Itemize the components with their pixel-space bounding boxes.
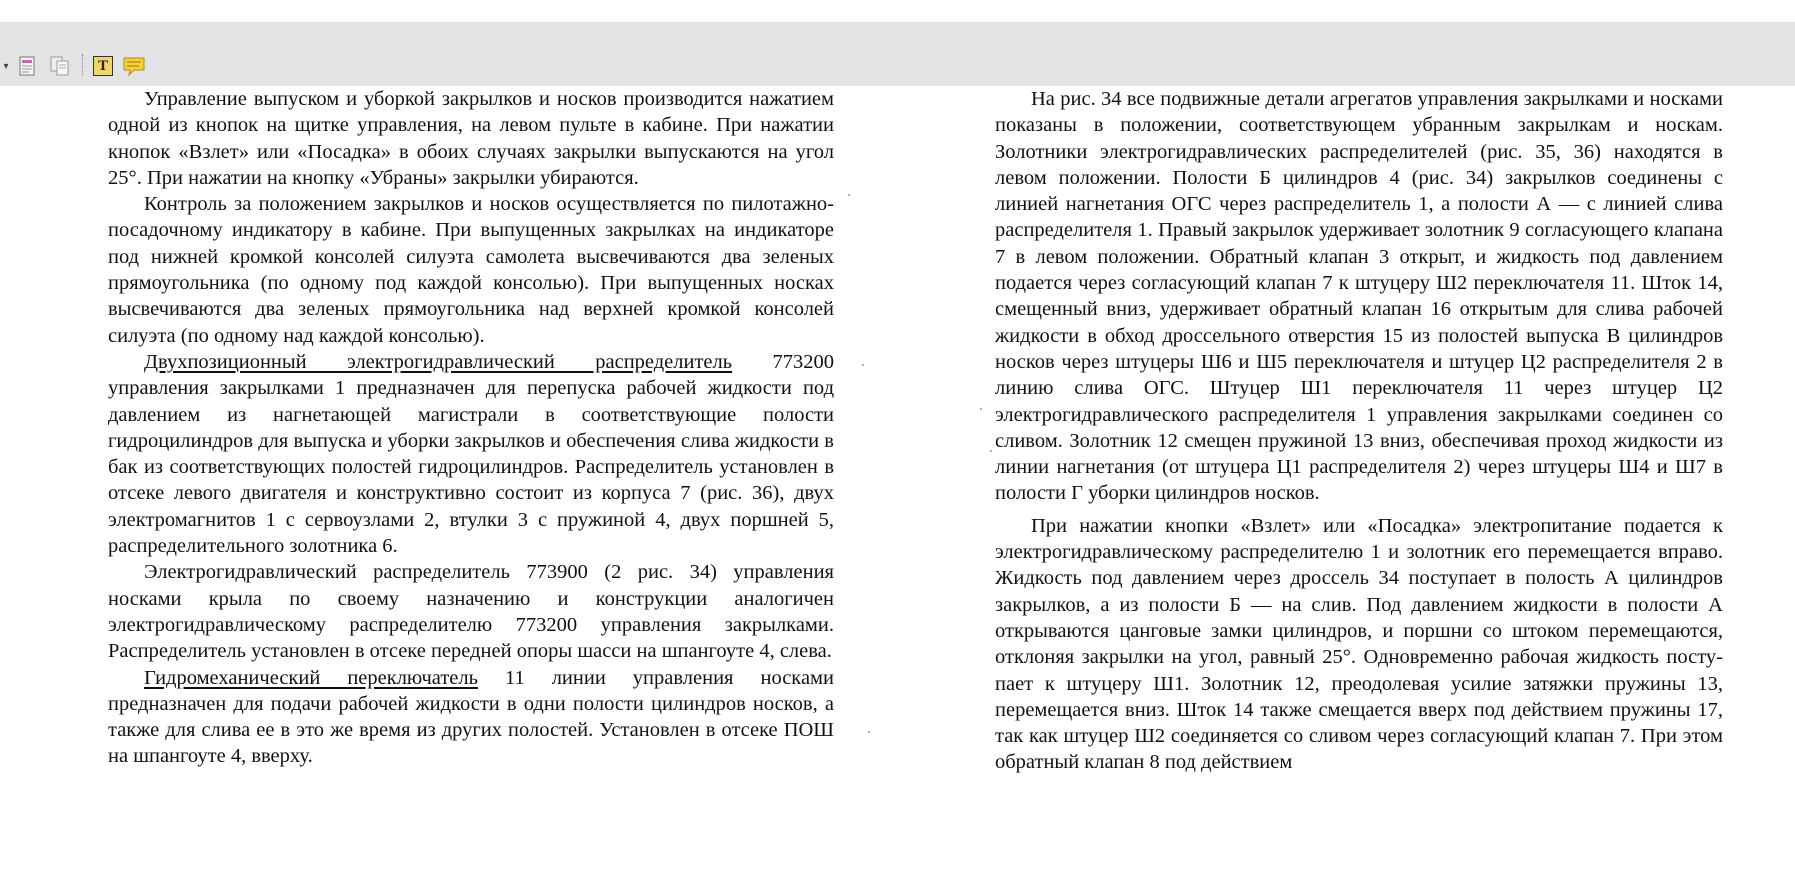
pages-icon-glyph	[49, 55, 71, 77]
paragraph	[108, 349, 834, 559]
text-tool-glyph: T	[93, 56, 113, 76]
scan-speck	[848, 194, 850, 196]
dropdown-arrow-icon[interactable]: ▾	[3, 60, 9, 72]
document-page	[0, 86, 1795, 883]
document-icon-glyph	[17, 55, 39, 77]
toolbar	[0, 22, 1795, 86]
scan-speck	[868, 731, 870, 733]
paragraph: Управление выпуском и уборкой закрылков и носков производится нажатием одной из кнопок на щитке управления, на левом пульте в кабине. При нажатии кнопок «Взлет» или «Посадка» в обоих случаях закрылки выпускаются на угол 25°. При нажатии на кнопку «Убраны» закрылки убираются.	[108, 88, 834, 189]
right-column	[995, 86, 1723, 776]
scan-speck	[990, 450, 992, 452]
paragraph: Электрогидравлический распределитель 773900 (2 рис. 34) управления носками крыла по своему назначению и конструкции аналогичен электрогидравлическому распределителю 773200 управления закрылками. Распределитель установлен в отсеке передней опоры шасси на шпангоуте 4, слева.	[108, 561, 834, 663]
paragraph: На рис. 34 все подвижные детали агрегатов управления закрылками и носками показаны в положении, соответствующем убранным закрылкам и носкам. Золотники электрогидравлических распределителей (рис. 35, 36) находятся в левом положении. Полости Б цилиндров 4 (рис. 34) закрылков соединены с линией нагнетания ОГС через распределитель 1, а полости А — с линией слива распределителя 1. Правый закрылок удерживает золотник 9 согласующего клапана 7 в левом положении. Обратный клапан 3 открыт, и жидкость под давлением подается через согласующий клапан 7 к штуцеру Ш2 переключателя 11. Шток 14, смещенный вниз, удерживает обратный клапан 16 открытым для слива рабочей жидкости в обход дроссельного отверстия 15 из полостей выпуска В цилиндров носков через штуцеры Ш6 и Ш5 переключателя и штуцер Ц2 распределителя 2 в линию слива ОГС. Штуцер Ш1 переключателя 11 через штуцер Ц2 электрогидравлического распределителя 1 управления закрылками соединен со сливом. Золотник 12 смещен пружиной 13 вниз, обеспечивая проход жидкости из линии нагнетания (от штуцера Ц1 распределителя 2) через штуцеры Ш4 и Ш7 в полости Г уборки цилиндров носков.	[995, 88, 1723, 505]
pages-icon[interactable]	[46, 52, 74, 80]
scan-speck	[980, 408, 982, 410]
text-tool-icon[interactable]	[89, 52, 117, 80]
window-top-strip	[0, 0, 1795, 22]
underlined-term: Двухпозиционный электрогидравлический распределитель	[144, 350, 733, 373]
document-icon[interactable]	[14, 52, 42, 80]
paragraph-text: 773200 управления закрылками 1 предназначен для перепуска рабочей жидкости под давлением из нагнетающей магистрали в соответствующие полости гидроцилиндров для выпуска и уборки закрылков и обеспечения слива жидкости в бак из соответствующих полостей гидроцилиндров. Распределитель установлен в отсеке левого двигателя и конструктивно состоит из корпуса 7 (рис. 36), двух электромагнитов 1 с сервоузлами 2, втулки 3 с пружиной 4, двух поршней 5, распределительного золотника 6.	[108, 350, 834, 558]
comment-icon-glyph	[122, 55, 146, 77]
underlined-term: Гидромеханический переключатель	[144, 666, 478, 689]
paragraph-text: 11 линии управления носками предназначен для подачи рабочей жидкости в одни полости цилиндров носков, а также для слива ее в это же время из других полостей. Установлен в отсеке ПОШ на шпангоуте 4, вверху.	[108, 666, 834, 768]
left-column	[108, 86, 834, 770]
toolbar-separator	[82, 54, 84, 76]
paragraph: Контроль за положением закрылков и носков осуществляется по пилотажно-посадочному индикатору в кабине. При выпущенных закрылках на индикаторе под нижней кромкой консолей силуэта самолета высвечиваются два зеленых прямоугольника (по одному под каждой консолью). При выпущенных носках высвечиваются два зеленых прямоугольника над верхней кромкой консолей силуэта (по одному над каждой консолью).	[108, 193, 834, 347]
comment-icon[interactable]	[120, 52, 148, 80]
paragraph	[108, 665, 834, 770]
paragraph: При нажатии кнопки «Взлет» или «Посадка» электропитание подается к электрогидравлическому распределителю 1 и золотник его перемещается вправо. Жидкость под давлением через дроссель 34 поступает в полость А цилиндров закрылков, а из полости Б — на слив. Под давлением жидкости в полости А открываются цанговые замки цилиндров, и поршни со штоком перемещаются, отклоняя закрылки на угол, равный 25°. Одновременно рабочая жидкость поступает к штуцеру Ш1. Золотник 12, преодолевая усилие затяжки пружины 13, перемещается вниз. Шток 14 также смещается вверх под действием пружины 17, так как штуцер Ш2 соединяется со сливом через согласующий клапан 7. При этом обратный клапан 8 под действием	[995, 514, 1723, 774]
scan-speck	[862, 364, 864, 366]
